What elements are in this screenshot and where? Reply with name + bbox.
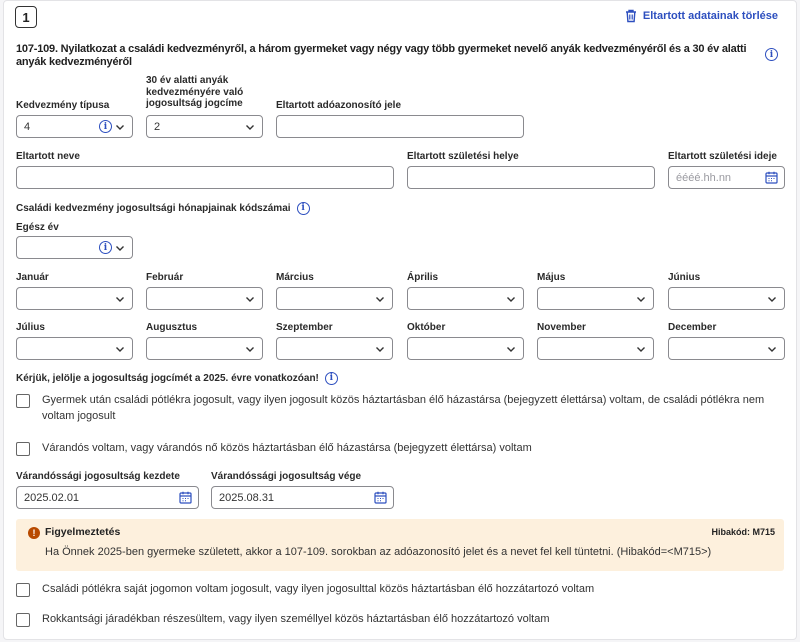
chevron-down-icon <box>767 344 777 354</box>
szuletesi-ido-input[interactable] <box>668 166 785 189</box>
month-select[interactable] <box>16 287 133 310</box>
label-szuletesi-ido: Eltartott születési ideje <box>668 151 777 162</box>
chevron-down-icon <box>245 122 255 132</box>
label-egesz-ev: Egész év <box>16 222 59 233</box>
checkbox[interactable] <box>16 442 30 456</box>
checkbox-csaladi-potlek-jogosult[interactable] <box>16 392 776 424</box>
month-select[interactable] <box>146 337 263 360</box>
month-select[interactable] <box>146 287 263 310</box>
months-section-heading <box>16 202 310 215</box>
checkbox[interactable] <box>16 394 30 408</box>
info-icon[interactable]: i <box>99 241 112 254</box>
checkbox-rokkantsagi-jaradek[interactable] <box>16 611 776 627</box>
chevron-down-icon <box>115 294 125 304</box>
jogcim-value: 2 <box>154 120 161 133</box>
month-select[interactable] <box>276 337 393 360</box>
label-varandossag-kezdete: Várandóssági jogosultság kezdete <box>16 471 180 482</box>
chevron-down-icon <box>636 294 646 304</box>
label-jogcim: 30 év alatti anyák kedvezményére való jogosultság jogcíme <box>146 75 244 109</box>
label-month: December <box>668 322 717 333</box>
calendar-icon[interactable] <box>179 491 192 504</box>
checkbox-label: Rokkantsági járadékban részesültem, vagy ilyen személlyel közös háztartásban élő hozzátartozó voltam <box>42 613 550 625</box>
jogcim-prompt-info-icon[interactable]: i <box>325 372 338 385</box>
checkbox-label: Családi pótlékra saját jogomon voltam jogosult, vagy ilyen jogosulttal közös háztartásban élő hozzátartozó voltam <box>42 583 595 595</box>
checkbox-sajat-jogon-csaladi-potlek[interactable] <box>16 581 776 597</box>
month-select[interactable] <box>537 287 654 310</box>
label-month: Január <box>16 272 49 283</box>
jogcim-select[interactable] <box>146 115 263 138</box>
title-info-icon[interactable]: i <box>765 48 778 61</box>
section-number-badge: 1 <box>15 6 37 28</box>
chevron-down-icon <box>115 122 125 132</box>
month-select[interactable] <box>16 337 133 360</box>
chevron-down-icon <box>115 243 125 253</box>
checkbox-label: Gyermek után családi pótlékra jogosult, vagy ilyen jogosult közös háztartásban élő házastársa (bejegyzett élettársa) voltam, de családi pótlékra nem voltam jogosult <box>42 394 765 422</box>
chevron-down-icon <box>245 344 255 354</box>
label-month: Augusztus <box>146 322 198 333</box>
form-section-panel <box>3 0 797 640</box>
chevron-down-icon <box>636 344 646 354</box>
label-kedvezmeny-tipusa: Kedvezmény típusa <box>16 100 110 111</box>
warning-box <box>16 519 784 571</box>
label-adoazonosito: Eltartott adóazonosító jele <box>276 100 402 111</box>
chevron-down-icon <box>767 294 777 304</box>
month-select[interactable] <box>537 337 654 360</box>
calendar-icon[interactable] <box>765 171 778 184</box>
month-select[interactable] <box>668 287 785 310</box>
label-month: Szeptember <box>276 322 333 333</box>
warning-text: Ha Önnek 2025-ben gyermeke született, akkor a 107-109. sorokban az adóazonosító jelet és a nevet fel kell tüntetni. (Hibakód=<M715>) <box>45 546 712 558</box>
info-icon[interactable]: i <box>99 120 112 133</box>
jogcim-prompt-label: Kérjük, jelölje a jogosultság jogcímét a 2025. évre vonatkozóan! <box>16 372 319 384</box>
egesz-ev-select[interactable] <box>16 236 133 259</box>
warning-code: Hibakód: M715 <box>711 527 775 537</box>
chevron-down-icon <box>115 344 125 354</box>
warning-title: Figyelmeztetés <box>45 526 121 538</box>
calendar-icon[interactable] <box>374 491 387 504</box>
months-section-label: Családi kedvezmény jogosultsági hónapjainak kódszámai <box>16 202 291 214</box>
month-select[interactable] <box>276 287 393 310</box>
varandossag-vege-value: 2025.08.31 <box>219 491 275 504</box>
checkbox-varandos[interactable] <box>16 440 776 456</box>
chevron-down-icon <box>506 344 516 354</box>
label-month: Február <box>146 272 184 283</box>
months-info-icon[interactable]: i <box>297 202 310 215</box>
kedvezmeny-tipusa-select[interactable] <box>16 115 133 138</box>
month-select[interactable] <box>668 337 785 360</box>
chevron-down-icon <box>375 294 385 304</box>
label-month: Október <box>407 322 446 333</box>
szuletesi-ido-placeholder: éééé.hh.nn <box>676 171 732 184</box>
checkbox-label: Várandós voltam, vagy várandós nő közös háztartásban élő házastársa (bejegyzett élettársa) voltam <box>42 442 532 454</box>
label-month: November <box>537 322 586 333</box>
trash-icon <box>625 9 637 23</box>
jogcim-prompt-heading <box>16 372 338 385</box>
month-select[interactable] <box>407 287 524 310</box>
delete-dependent-button[interactable] <box>625 9 778 23</box>
delete-dependent-label: Eltartott adatainak törlése <box>642 10 778 22</box>
label-nev: Eltartott neve <box>16 151 80 162</box>
warning-icon: ! <box>28 527 40 539</box>
label-month: Április <box>407 272 439 283</box>
label-szuletesi-hely: Eltartott születési helye <box>407 151 519 162</box>
adoazonosito-input[interactable] <box>276 115 524 138</box>
varandossag-kezdete-input[interactable] <box>16 486 199 509</box>
kedvezmeny-tipusa-value: 4 <box>24 120 31 133</box>
nev-input[interactable] <box>16 166 394 189</box>
month-select[interactable] <box>407 337 524 360</box>
szuletesi-hely-input[interactable] <box>407 166 655 189</box>
chevron-down-icon <box>375 344 385 354</box>
chevron-down-icon <box>506 294 516 304</box>
chevron-down-icon <box>245 294 255 304</box>
label-month: Március <box>276 272 314 283</box>
varandossag-vege-input[interactable] <box>211 486 394 509</box>
label-varandossag-vege: Várandóssági jogosultság vége <box>211 471 362 482</box>
checkbox[interactable] <box>16 613 30 627</box>
label-month: Június <box>668 272 701 283</box>
checkbox[interactable] <box>16 583 30 597</box>
varandossag-kezdete-value: 2025.02.01 <box>24 491 80 504</box>
label-month: Július <box>16 322 45 333</box>
section-title: 107-109. Nyilatkozat a családi kedvezményről, a három gyermeket vagy négy vagy több gyermeket nevelő anyák kedvezményéről és a 30 év alatti anyák kedvezményéről <box>16 43 747 68</box>
label-month: Május <box>537 272 566 283</box>
